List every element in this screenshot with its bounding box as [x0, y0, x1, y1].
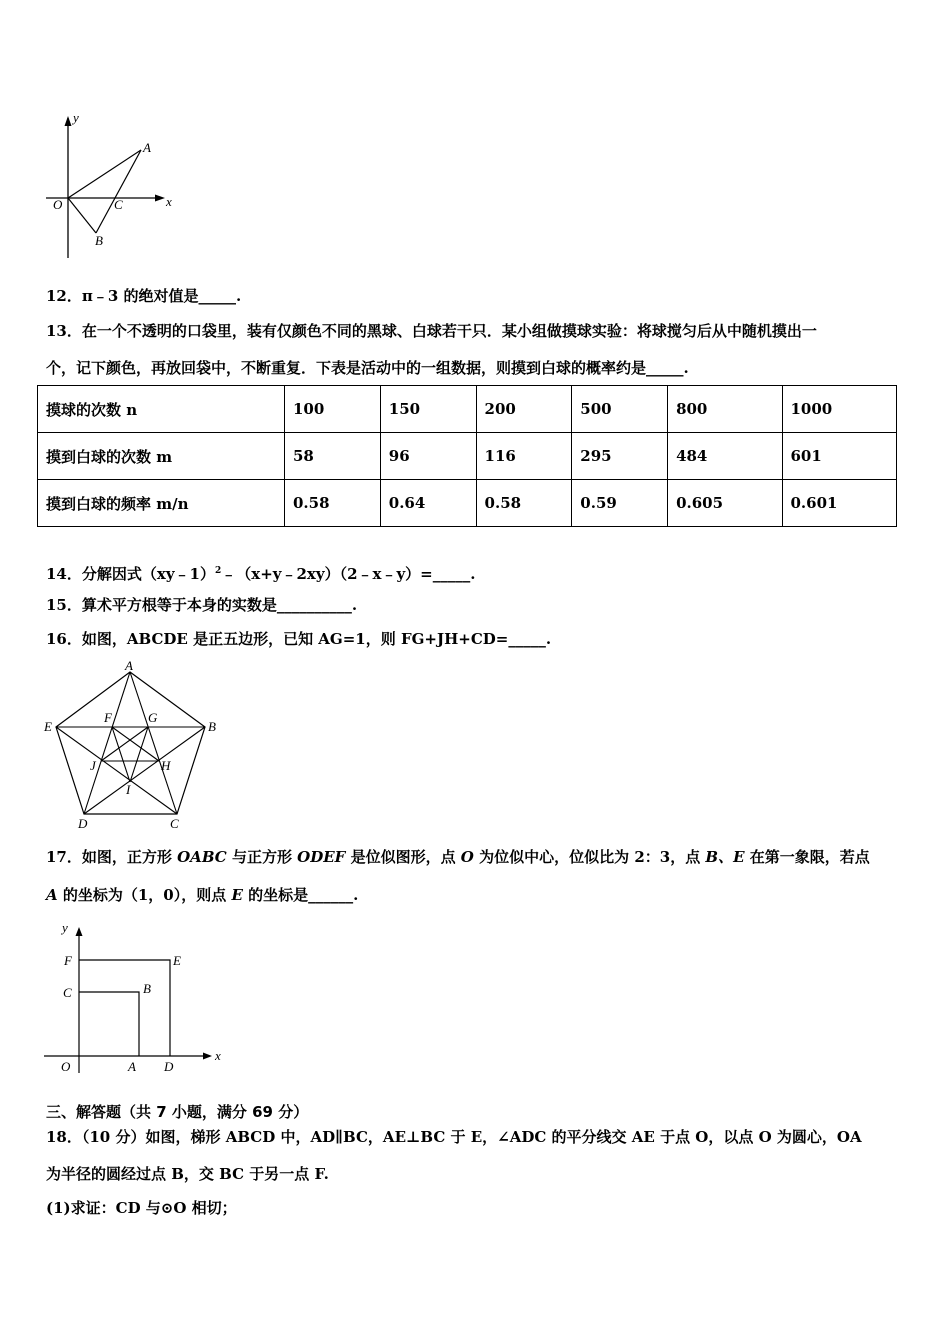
- table-cell: 100: [285, 386, 381, 433]
- q17-text: 为位似中心，位似比为 2：3，点: [473, 848, 706, 866]
- table-cell: 0.64: [380, 480, 476, 527]
- table-cell: 0.59: [572, 480, 668, 527]
- segment-oa: [68, 150, 141, 198]
- segment-gi: [130, 727, 148, 782]
- q17-text: 的坐标为（1，0），则点: [57, 886, 232, 904]
- question-15: 15．算术平方根等于本身的实数是__________.: [46, 596, 358, 614]
- table-cell: 0.605: [668, 480, 782, 527]
- square-oabc: [79, 992, 139, 1056]
- table-cell: 295: [572, 433, 668, 480]
- label-o: O: [53, 197, 63, 212]
- label-x: x: [166, 194, 172, 209]
- question-18-line2: 为半径的圆经过点 B，交 BC 于另一点 F.: [46, 1165, 329, 1183]
- ball-experiment-table: [37, 385, 897, 527]
- diagonal-ad: [84, 672, 130, 814]
- q17-var: E: [231, 886, 243, 904]
- question-13-line2: 个，记下颜色，再放回袋中，不断重复．下表是活动中的一组数据，则摸到白球的概率约是_____.: [46, 359, 689, 377]
- label-c: C: [170, 816, 179, 831]
- pentagon-figure: [40, 660, 225, 835]
- q17-var: ODEF: [297, 848, 346, 866]
- section-3-heading: 三、解答题（共 7 小题，满分 69 分）: [46, 1103, 309, 1121]
- table-cell: 0.58: [476, 480, 572, 527]
- q14-part-a: 14．分解因式（xy﹣1）: [46, 565, 215, 583]
- label-c: C: [114, 197, 123, 212]
- row-header: 摸到白球的次数 m: [38, 433, 285, 480]
- label-a: A: [125, 660, 133, 673]
- y-axis-arrow: [76, 927, 83, 936]
- q17-text: 与正方形: [226, 848, 298, 866]
- label-a: A: [143, 140, 151, 155]
- label-c: C: [63, 985, 72, 1000]
- question-18-part1: (1)求证：CD 与⊙O 相切；: [46, 1199, 237, 1217]
- squares-figure: [40, 918, 230, 1078]
- label-f: F: [64, 953, 72, 968]
- q14-exponent: 2: [214, 566, 222, 576]
- table-cell: 200: [476, 386, 572, 433]
- label-b: B: [208, 719, 216, 734]
- label-y: y: [73, 110, 79, 125]
- q17-var: OABC: [177, 848, 227, 866]
- table-cell: 601: [782, 433, 897, 480]
- table-cell: 58: [285, 433, 381, 480]
- question-16: 16．如图，ABCDE 是正五边形，已知 AG=1，则 FG+JH+CD=_____.: [46, 630, 552, 648]
- row-header: 摸球的次数 n: [38, 386, 285, 433]
- q17-text: 是位似图形，点: [345, 848, 461, 866]
- label-a: A: [128, 1059, 136, 1074]
- table-cell: 116: [476, 433, 572, 480]
- q11-figure: [40, 108, 190, 268]
- question-13-line1: 13．在一个不透明的口袋里，装有仅颜色不同的黑球、白球若干只．某小组做摸球实验：将球搅匀后从中随机摸出一: [46, 322, 817, 340]
- y-axis-arrow: [65, 116, 72, 126]
- label-g: G: [148, 710, 158, 725]
- table-cell: 800: [668, 386, 782, 433]
- table-cell: 500: [572, 386, 668, 433]
- x-axis-arrow: [155, 195, 165, 202]
- segment-ab: [96, 150, 141, 233]
- table-row: [38, 480, 897, 527]
- segment-fh: [112, 727, 159, 761]
- question-12: 12．π﹣3 的绝对值是_____.: [46, 287, 242, 305]
- question-17-line1: [46, 847, 870, 867]
- q17-var: O: [460, 848, 474, 866]
- label-e: E: [173, 953, 181, 968]
- label-x: x: [215, 1048, 221, 1063]
- x-axis-arrow: [203, 1053, 212, 1060]
- q17-var: A: [46, 886, 58, 904]
- diagonal-ac: [130, 672, 177, 814]
- q14-part-b: ﹣（x+y﹣2xy）（2﹣x﹣y）=_____.: [221, 565, 476, 583]
- label-j: J: [90, 758, 96, 773]
- label-b: B: [143, 981, 151, 996]
- diagonal-bd: [84, 727, 205, 814]
- table-row: [38, 386, 897, 433]
- row-header: 摸到白球的频率 m/n: [38, 480, 285, 527]
- label-d: D: [78, 816, 88, 831]
- label-i: I: [126, 782, 131, 797]
- square-odef: [79, 960, 170, 1056]
- table-cell: 0.601: [782, 480, 897, 527]
- table-cell: 484: [668, 433, 782, 480]
- table-cell: 0.58: [285, 480, 381, 527]
- label-o: O: [61, 1059, 71, 1074]
- label-h: H: [161, 758, 171, 773]
- segment-gj: [101, 727, 148, 761]
- label-e: E: [44, 719, 52, 734]
- segment-ob: [68, 198, 96, 233]
- table-row: [38, 433, 897, 480]
- table-cell: 96: [380, 433, 476, 480]
- question-17-line2: [46, 885, 358, 905]
- q17-text: 在第一象限，若点: [744, 848, 870, 866]
- question-18-line1: 18．（10 分）如图，梯形 ABCD 中，AD∥BC，AE⊥BC 于 E，∠ADC 的平分线交 AE 于点 O，以点 O 为圆心，OA: [46, 1128, 862, 1146]
- table-cell: 1000: [782, 386, 897, 433]
- label-b: B: [95, 233, 103, 248]
- question-14: [46, 561, 475, 584]
- q17-text: 的坐标是______.: [242, 886, 359, 904]
- label-y: y: [62, 920, 68, 935]
- label-f: F: [104, 710, 112, 725]
- table-cell: 150: [380, 386, 476, 433]
- q17-text: 17．如图，正方形: [46, 848, 178, 866]
- q17-var: B、E: [705, 848, 745, 866]
- label-d: D: [164, 1059, 174, 1074]
